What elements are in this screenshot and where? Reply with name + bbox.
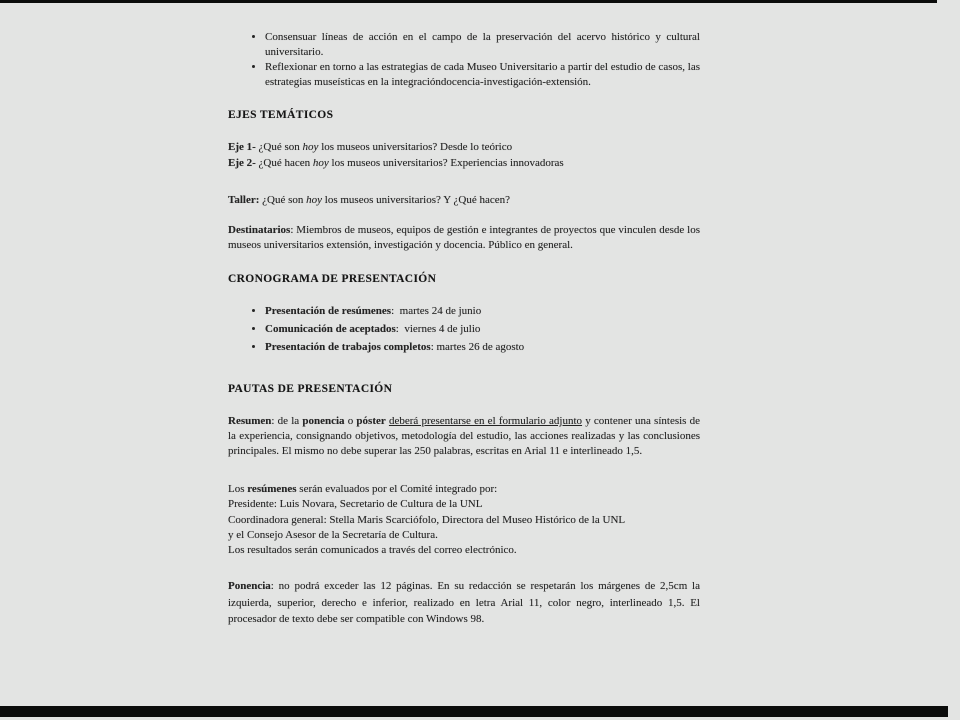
objective-bullet-item [265,60,700,90]
text-segment: resúmenes [247,483,297,495]
comite-line [228,528,700,543]
text-segment: los museos universitarios? Experiencias innovadoras [328,157,564,169]
comite-line [228,482,700,497]
text-segment: hoy [312,157,329,169]
text-segment: y el Consejo Asesor de la Secretaría de Cultura. [228,528,438,541]
section-heading-cronograma: CRONOGRAMA DE PRESENTACIÓN [228,273,437,285]
document-text-column [228,0,700,627]
comite-line [228,513,700,528]
destinatarios-paragraph [228,223,700,253]
text-segment: o [344,415,357,427]
text-segment: Presentación de trabajos completos [265,341,431,353]
comite-lines-block [228,482,700,558]
text-segment: Taller: [228,194,263,206]
section-heading-ejes-tematicos: EJES TEMÁTICOS [228,109,334,121]
text-segment: : Miembros de museos, equipos de gestión e integrantes de proyectos que vinculen desde los museos universitarios extensión, investigación y docencia. Público en general. [228,224,700,251]
text-segment: : martes 26 de agosto [430,341,525,353]
objective-bullet-item [265,30,700,60]
text-segment: Los resultados serán comunicados a través del correo electrónico. [228,544,517,557]
text-segment: los museos universitarios? Y ¿Qué hacen? [322,194,510,206]
text-segment: : de la [271,415,303,427]
section-heading-pautas: PAUTAS DE PRESENTACIÓN [228,383,393,395]
text-segment: Los [228,483,248,495]
text-segment: hoy [306,194,323,206]
text-segment: ¿Qué hacen [258,157,313,169]
cronograma-bullet-item [265,322,700,337]
text-segment: Destinatarios [228,224,291,236]
ponencia-paragraph [228,578,700,627]
text-segment: póster [356,415,386,427]
text-segment: : martes 24 de junio [391,305,482,317]
cronograma-bullet-item [265,340,700,355]
text-segment: hoy [302,141,319,153]
eje-1-line [228,139,700,155]
text-segment: ponencia [302,415,345,427]
text-segment: ¿Qué son [258,141,303,153]
text-segment: deberá presentarse en el formulario adjunto [388,415,583,427]
text-segment: Presentación de resúmenes [265,305,392,317]
cronograma-bullet-list [228,304,700,355]
taller-line [228,193,700,208]
text-segment: ¿Qué son [262,194,307,206]
text-segment: Ponencia [228,580,271,593]
text-segment: Comunicación de aceptados [265,323,396,335]
text-segment: : viernes 4 de julio [395,323,481,335]
objectives-bullet-list [228,30,700,90]
text-segment: Presidente: Luis Novara, Secretario de Cultura de la UNL [228,498,483,511]
scan-bottom-edge-bar [0,706,948,717]
text-segment: Eje 2- [228,157,259,169]
comite-line [228,543,700,558]
comite-line [228,497,700,512]
eje-2-line [228,155,700,171]
cronograma-bullet-item [265,304,700,319]
text-segment: Coordinadora general: Stella Maris Scarciófolo, Directora del Museo Histórico de la UNL [228,513,626,526]
text-segment: Resumen [228,415,272,427]
resumen-paragraph [228,414,700,459]
text-segment: Consensuar líneas de acción en el campo de la preservación del acervo histórico y cultural universitario. [265,31,700,58]
text-segment: Eje 1- [228,141,259,153]
text-segment: los museos universitarios? Desde lo teórico [318,141,513,153]
text-segment: : no podrá exceder las 12 páginas. En su redacción se respetarán los márgenes de 2,5cm la izquierda, superior, derecho e inferior, realizado en letra Arial 11, color negro, interlineado 1,5. El procesador de texto debe ser compatible con Windows 98. [228,580,700,626]
text-segment: serán evaluados por el Comité integrado por: [296,483,498,495]
ejes-lines-block [228,139,700,171]
text-segment: y contener una síntesis de la experiencia, consignando objetivos, metodología del estudio, las acciones realizadas y las conclusiones principales. El mismo no debe superar las 250 palabras, escritas en Arial 11 e interlineado 1,5. [228,415,701,457]
text-segment: Reflexionar en torno a las estrategias de cada Museo Universitario a partir del estudio de casos, las estrategias museísticas en la integracióndocencia-investigación-extensión. [265,61,700,88]
